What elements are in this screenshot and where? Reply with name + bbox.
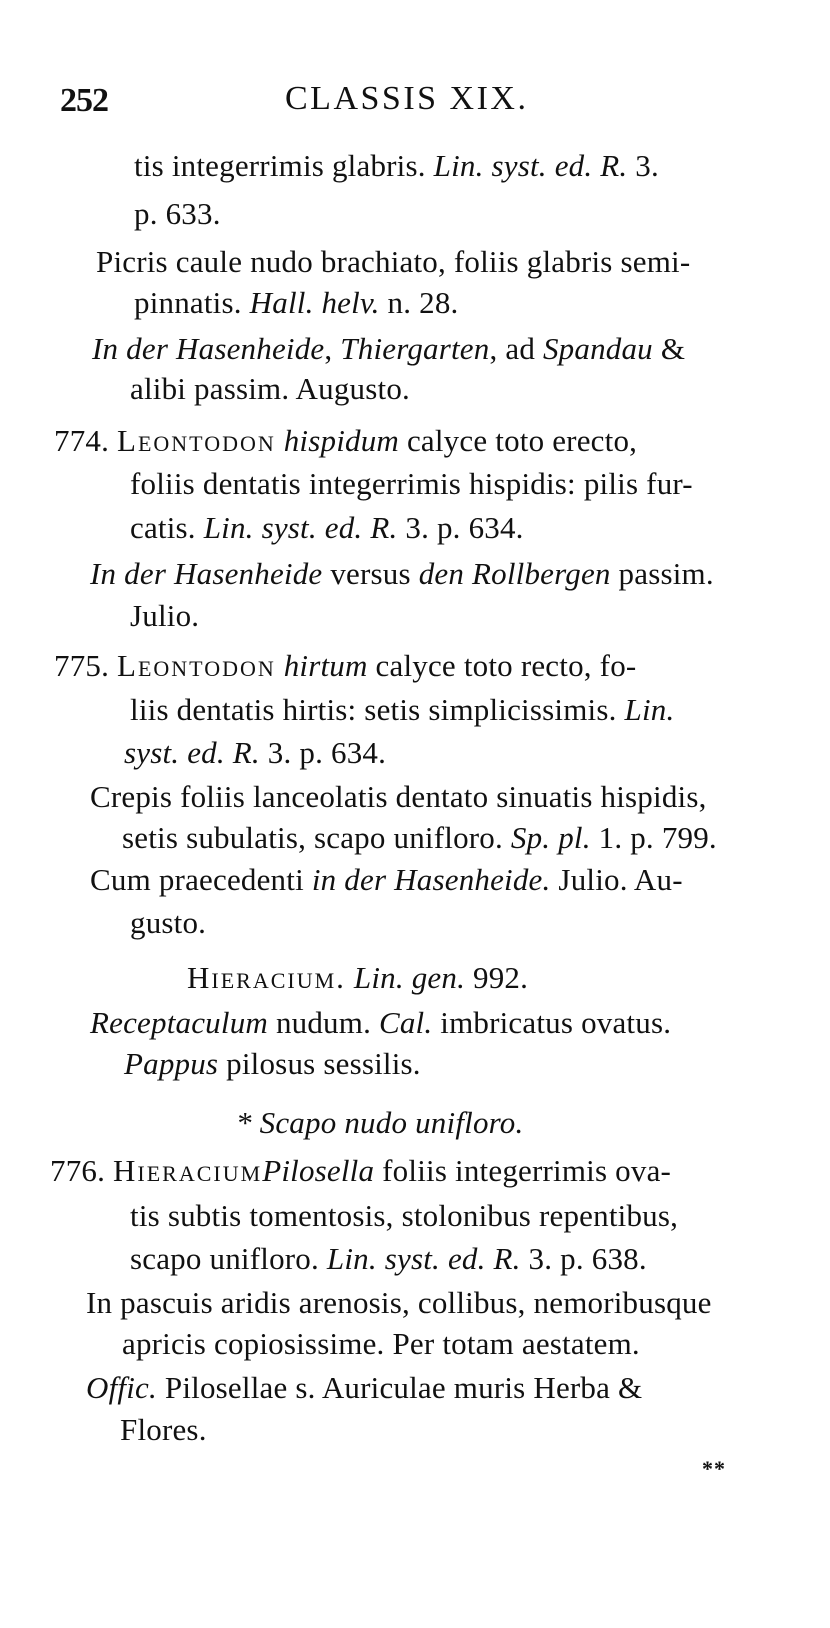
genus-name: Leontodon	[117, 648, 276, 683]
text-line: Picris caule nudo brachiato, foliis glabris semi-	[96, 244, 691, 279]
text-line: liis dentatis hirtis: setis simplicissimis. Lin.	[130, 692, 675, 727]
entry-number: 776.	[50, 1153, 106, 1188]
text-line: catis. Lin. syst. ed. R. 3. p. 634.	[130, 510, 524, 545]
text-line: In der Hasenheide versus den Rollbergen passim.	[90, 556, 714, 591]
text-line: pinnatis. Hall. helv. n. 28.	[134, 285, 459, 320]
species-name: hispidum	[275, 423, 399, 458]
text-line: In pascuis aridis arenosis, collibus, nemoribusque	[86, 1285, 712, 1320]
text-line: tis subtis tomentosis, stolonibus repentibus,	[130, 1198, 679, 1233]
entry-number: 775.	[54, 648, 110, 683]
text-line: Pappus pilosus sessilis.	[124, 1046, 421, 1081]
entry-776-line: 776. HieraciumPilosella foliis integerrimis ova-	[50, 1153, 672, 1188]
text-line: apricis copiosissime. Per totam aestatem.	[122, 1326, 640, 1361]
text-line: Cum praecedenti in der Hasenheide. Julio. Au-	[90, 862, 683, 897]
text-line: Julio.	[130, 598, 200, 633]
catchword: **	[702, 1456, 726, 1481]
genus-name: Hieracium	[113, 1153, 263, 1188]
text-line: Crepis foliis lanceolatis dentato sinuatis hispidis,	[90, 779, 707, 814]
text-line: scapo unifloro. Lin. syst. ed. R. 3. p. 638.	[130, 1241, 647, 1276]
text-line: Receptaculum nudum. Cal. imbricatus ovatus.	[90, 1005, 672, 1040]
text-line: tis integerrimis glabris. Lin. syst. ed. R. 3.	[134, 148, 659, 183]
section-subheading: * Scapo nudo unifloro.	[236, 1105, 524, 1140]
text-line: Offic. Pilosellae s. Auriculae muris Herba &	[86, 1370, 643, 1405]
genus-name: Hieracium.	[187, 960, 346, 995]
text-line: Flores.	[120, 1412, 207, 1447]
genus-name: Leontodon	[117, 423, 276, 458]
text-line: syst. ed. R. 3. p. 634.	[124, 735, 387, 770]
text-line: In der Hasenheide, Thiergarten, ad Spandau &	[92, 331, 686, 366]
species-name: Pilosella	[262, 1153, 375, 1188]
species-name: hirtum	[275, 648, 368, 683]
page-number: 252	[60, 82, 108, 119]
running-title: CLASSIS XIX.	[285, 80, 529, 117]
text-line: foliis dentatis integerrimis hispidis: pilis fur-	[130, 466, 693, 501]
entry-774-line: 774. Leontodon hispidum calyce toto erecto,	[54, 423, 638, 458]
text-line: p. 633.	[134, 196, 221, 231]
entry-number: 774.	[54, 423, 110, 458]
entry-775-line: 775. Leontodon hirtum calyce toto recto, fo-	[54, 648, 637, 683]
text-line: setis subulatis, scapo unifloro. Sp. pl. 1. p. 799.	[122, 820, 717, 855]
text-line: alibi passim. Augusto.	[130, 371, 410, 406]
text-line: gusto.	[130, 905, 207, 940]
genus-heading: Hieracium. Lin. gen. 992.	[187, 960, 529, 995]
